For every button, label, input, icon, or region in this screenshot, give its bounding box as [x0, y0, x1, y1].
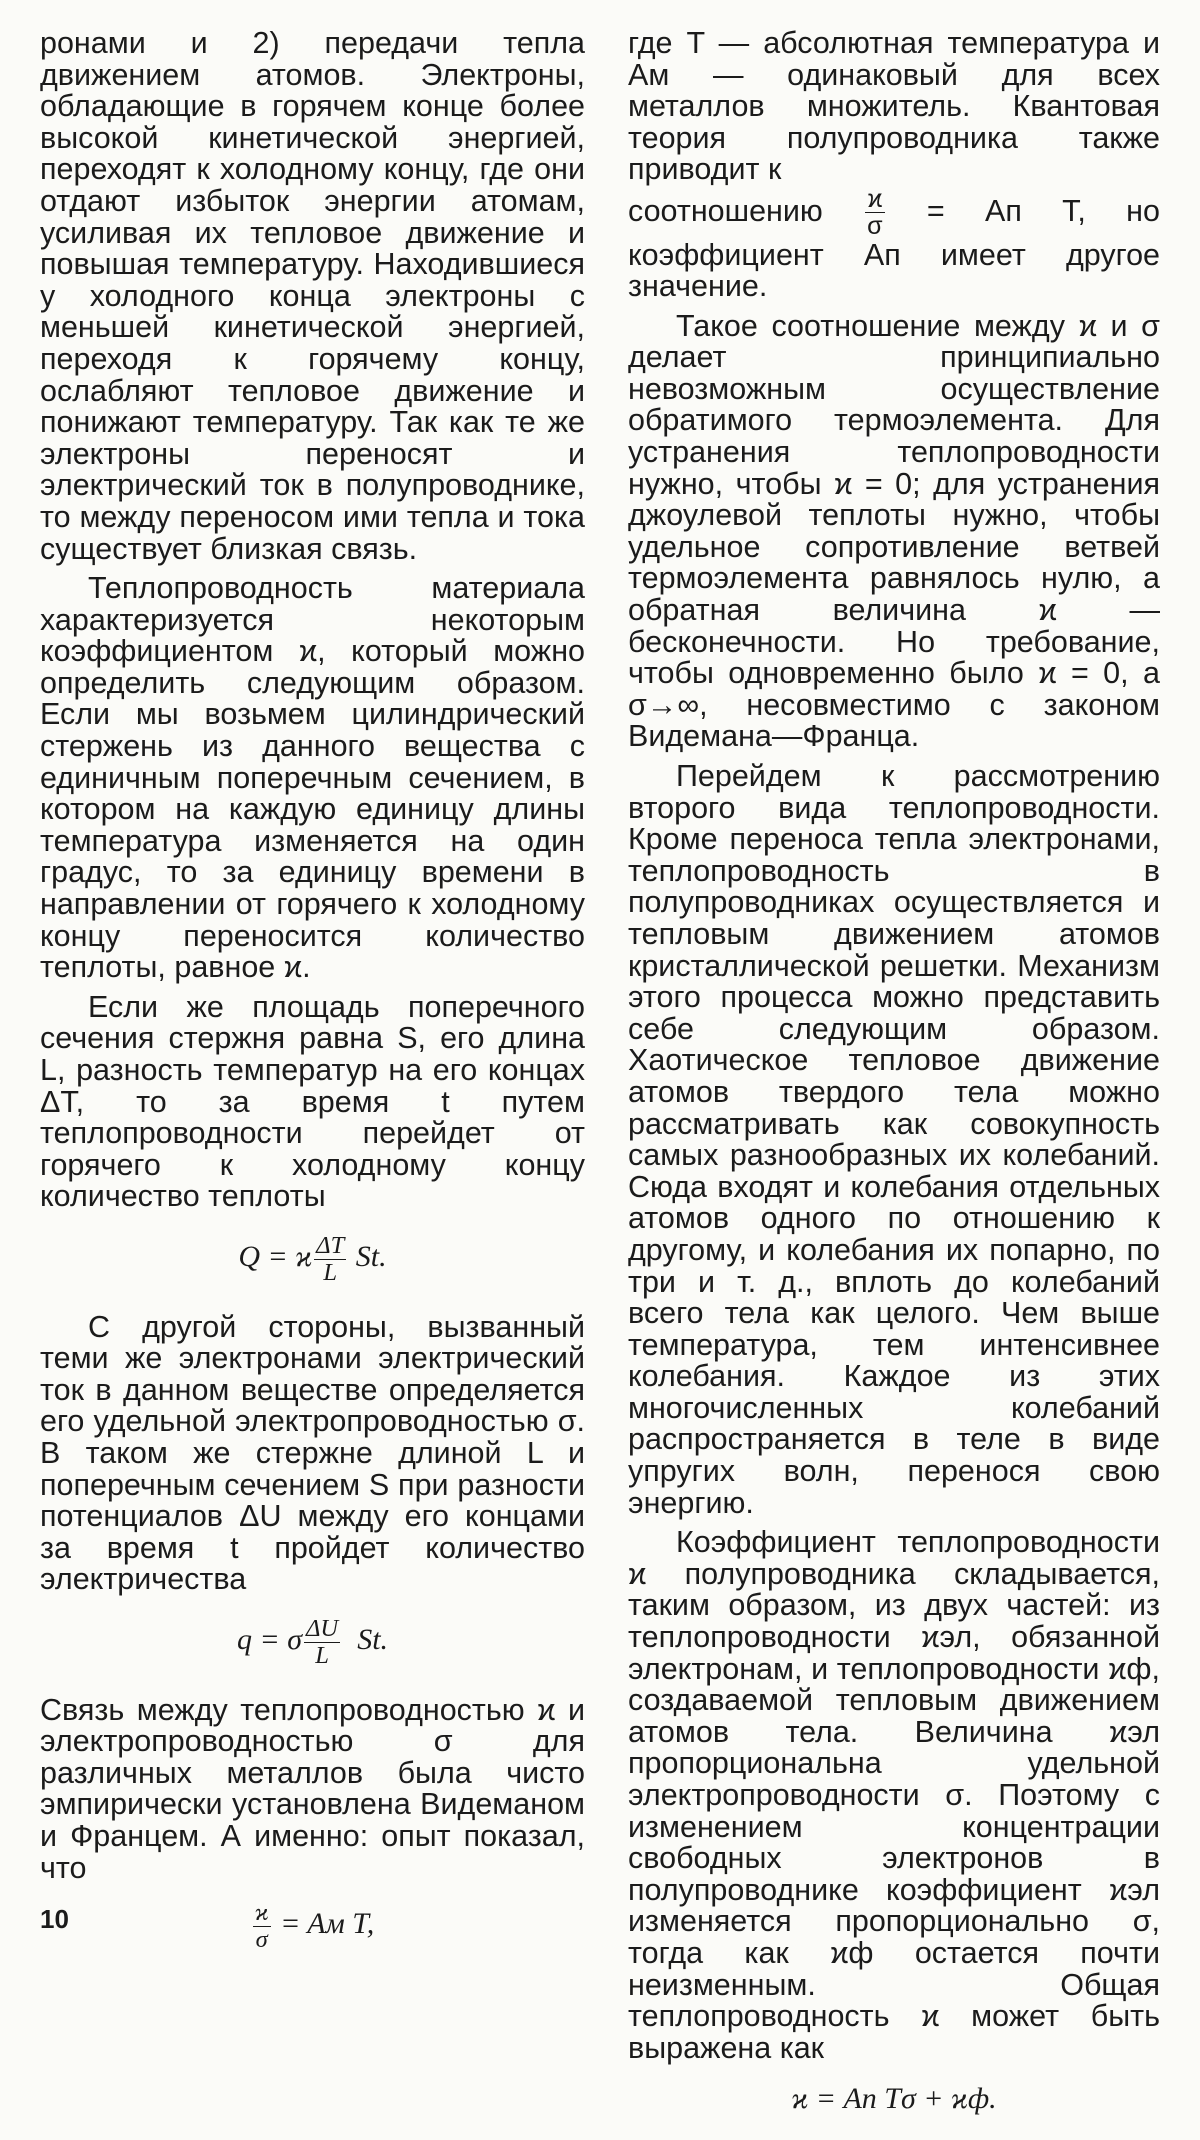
fraction — [253, 1900, 271, 1953]
text-fragment: соотношению — [628, 193, 823, 228]
paragraph: Перейдем к рассмотрению второго вида теплопроводности. Кроме переноса тепла электронами, теплопроводность в полупроводниках осуществляется и тепловым движением атомов кристаллической решетки. Механизм этого процесса можно представить себе следующим образом. Хаотическое тепловое движение атомов твердого тела можно рассматривать как совокупность самых разнообразных их колебаний. Сюда входят и колебания отдельных атомов одного по отношению к другому, и колебания их попарно, по три и т. д., вплоть до колебаний всего тела как целого. Чем выше температура, тем интенсивнее колебания. Каждое из этих многочисленных колебаний распространяется в теле в виде упругих волн, перенося свою энергию. — [628, 759, 1160, 1520]
fraction-numerator: ϰ — [254, 1899, 269, 1927]
equation-rhs: St. — [357, 1623, 389, 1657]
fraction-denominator: L — [323, 1258, 338, 1286]
fraction — [304, 1616, 340, 1669]
fraction-denominator: L — [315, 1641, 329, 1669]
text-fragment: = Aп T, но коэффициент Aп имеет другое значение. — [628, 193, 1160, 304]
equation-lhs: Q = ϰ — [238, 1240, 313, 1274]
paragraph: Если же площадь поперечного сечения стержня равна S, его длина L, разность температур на его концах ΔT, то за время t путем теплопроводности перейдет от горячего к холодному концу количество теплоты — [40, 989, 585, 1214]
equation-total-conductivity: ϰ = Aп Tσ + ϰф. — [791, 2082, 997, 2116]
page-number: 10 — [40, 1904, 69, 1934]
paragraph: Такое соотношение между ϰ и σ делает принципиально невозможным осуществление обратимого термоэлемента. Для устранения теплопроводности нужно, чтобы ϰ = 0; для устранения джоулевой теплоты нужно, чтобы удельное сопротивление ветвей термоэлемента равнялось нулю, а обратная величина ϰ — бесконечности. Но требование, чтобы одновременно было ϰ = 0, а σ→∞, несовместимо с законом Видемана—Франца. — [628, 308, 1160, 754]
paragraph: где T — абсолютная температура и Aм — одинаковый для всех металлов множитель. Квантовая теория полупроводника также приводит к — [628, 26, 1160, 187]
fraction-denominator: σ — [867, 212, 883, 241]
equation-rhs: = Aм T, — [280, 1907, 375, 1941]
equation-lhs: q = σ — [236, 1623, 302, 1657]
paragraph: Теплопроводность материала характеризуется некоторым коэффициентом ϰ, который можно определить следующим образом. Если мы возьмем цилиндрический стержень из данного вещества с единичным поперечным сечением, в котором на каждую единицу длины температура изменяется на один градус, то за единицу времени в направлении от горячего к холодному концу переносится количество теплоты, равное ϰ. — [40, 571, 585, 985]
fraction-numerator: ϰ — [865, 186, 884, 213]
fraction-numerator: ΔT — [316, 1231, 345, 1259]
fraction — [865, 186, 884, 240]
paragraph: С другой стороны, вызванный теми же электронами электрический ток в данном веществе определяется его удельной электропроводностью σ. В таком же стержне длиной L и поперечным сечением S при разности потенциалов ΔU между его концами за время t пройдет количество электричества — [40, 1309, 585, 1597]
paragraph: Связь между теплопроводностью ϰ и электропроводностью σ для различных металлов была чисто эмпирически установлена Видеманом и Францем. А именно: опыт показал, что — [40, 1692, 585, 1885]
paragraph: Коэффициент теплопроводности ϰ полупроводника складывается, таким образом, из двух частей: из теплопроводности ϰэл, обязанной электронам, и теплопроводности ϰф, создаваемой тепловым движением атомов тела. Величина ϰэл пропорциональна удельной электропроводности σ. Поэтому с изменением концентрации свободных электронов в полупроводнике коэффициент ϰэл изменяется пропорционально σ, тогда как ϰф остается почти неизменным. Общая теплопроводность ϰ может быть выражена как — [628, 1525, 1160, 2065]
paragraph-inline-equation — [628, 186, 1160, 303]
fraction-numerator: ΔU — [306, 1614, 339, 1642]
equation-heat — [40, 1233, 585, 1286]
equation-charge — [40, 1616, 585, 1669]
left-column — [40, 28, 585, 1975]
paragraph: ронами и 2) передачи тепла движением атомов. Электроны, обладающие в горячем конце более высокой кинетической энергией, переходят к холодному концу, где они отдают избыток энергии атомам, усиливая их тепловое движение и повышая температуру. Находившиеся у холодного конца электроны с меньшей кинетической энергией, переходя к горячему концу, ослабляют тепловое движение и понижают температуру. Так как те же электроны переносят и электрический ток в полупроводнике, то между переносом ими тепла и тока существует близкая связь. — [40, 26, 585, 566]
fraction — [314, 1233, 346, 1286]
right-column — [628, 28, 1160, 2140]
equation-rhs: St. — [355, 1240, 387, 1274]
fraction-denominator: σ — [255, 1925, 268, 1953]
equation-wiedemann-franz — [40, 1900, 585, 1953]
